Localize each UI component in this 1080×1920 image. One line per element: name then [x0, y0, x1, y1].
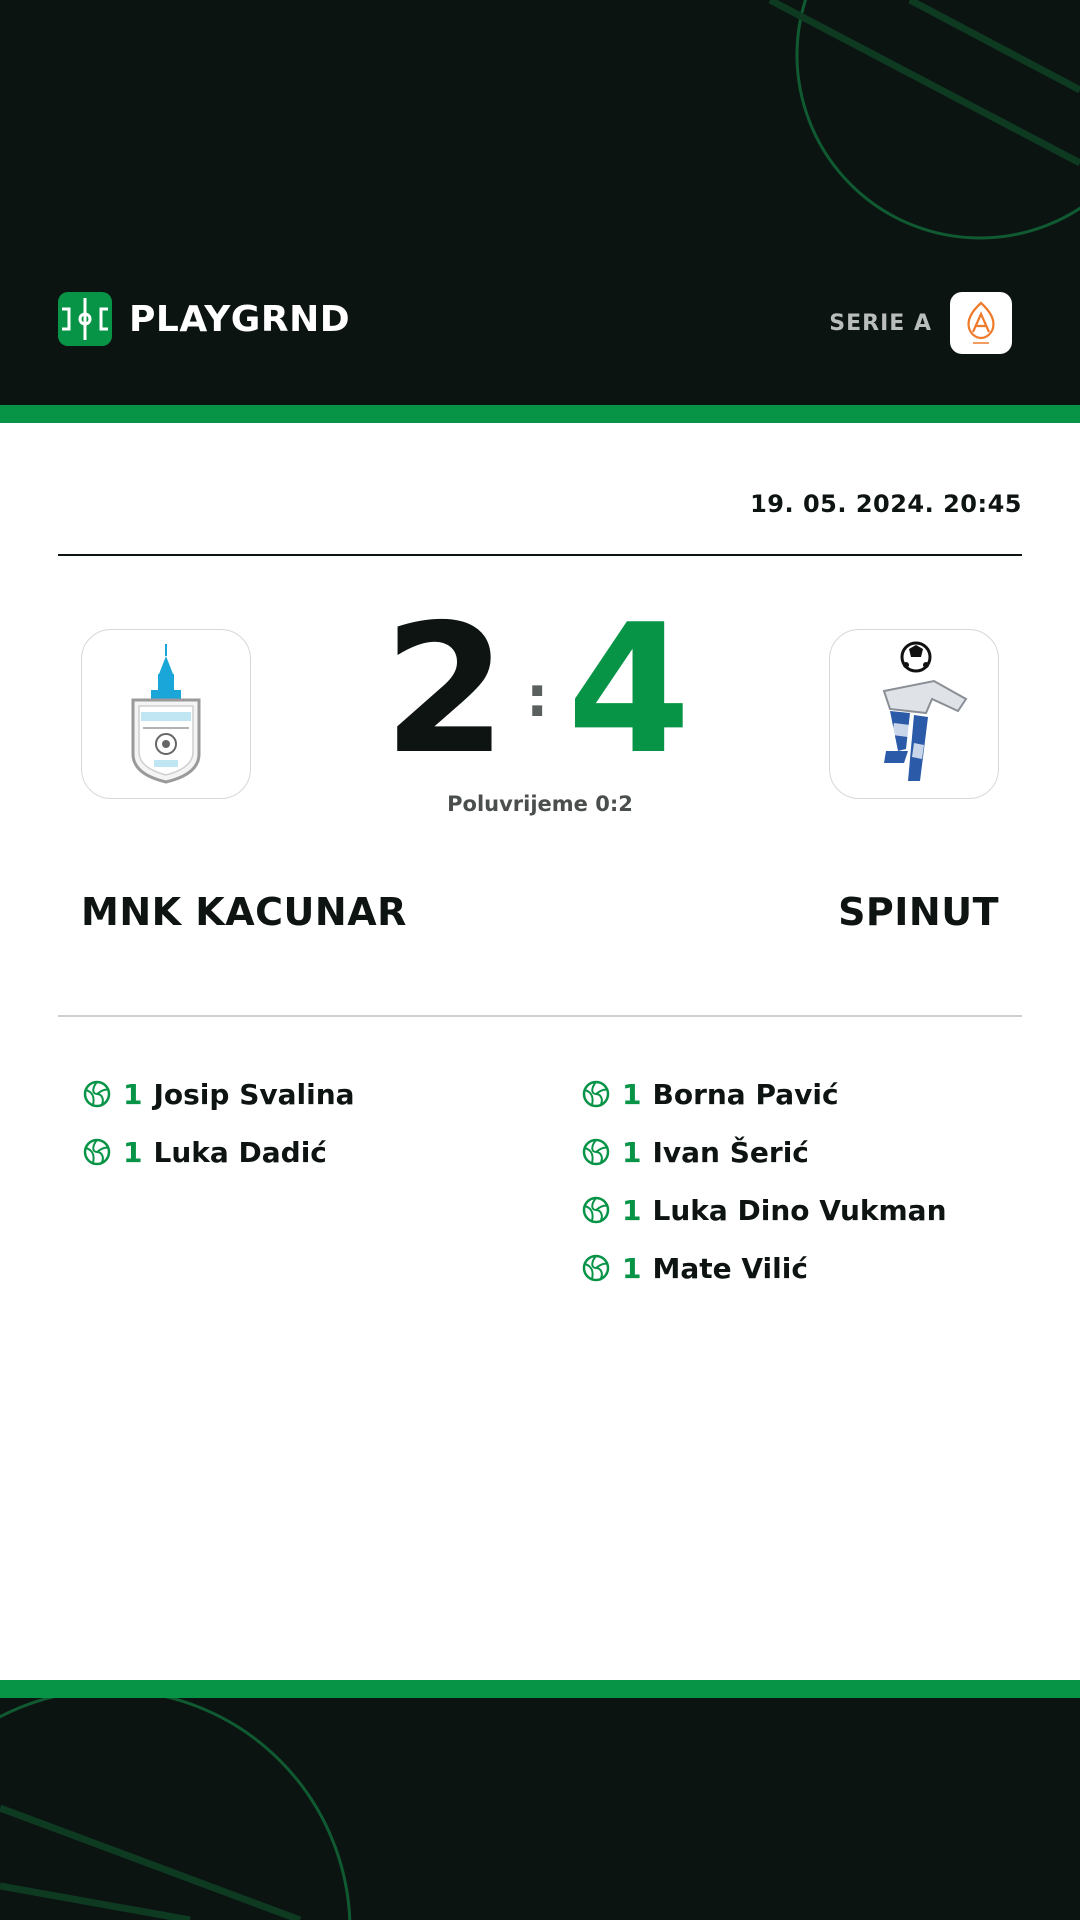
divider [58, 554, 1022, 556]
accent-bar-bottom [0, 1680, 1080, 1698]
goal-count: 1 [622, 1135, 642, 1169]
pitch-lines-decoration [0, 1698, 1080, 1920]
home-team-logo[interactable] [81, 629, 251, 799]
pitch-icon [58, 292, 112, 346]
scorer-item [582, 1123, 947, 1181]
match-datetime: 19. 05. 2024. 20:45 [750, 490, 1022, 518]
scorer-item [582, 1065, 947, 1123]
league-logo-icon [950, 292, 1012, 354]
player-name[interactable]: Ivan Šerić [652, 1135, 809, 1169]
ball-icon [83, 1138, 111, 1166]
league[interactable] [829, 292, 1012, 354]
home-scorers-list [83, 1065, 355, 1181]
goal-count: 1 [123, 1135, 143, 1169]
ball-icon [582, 1138, 610, 1166]
player-name[interactable]: Mate Vilić [652, 1251, 808, 1285]
player-name[interactable]: Luka Dino Vukman [652, 1193, 947, 1227]
scorer-item [83, 1123, 355, 1181]
home-score: 2 [383, 586, 507, 793]
ball-icon [582, 1254, 610, 1282]
away-team-name[interactable]: SPINUT [838, 890, 999, 934]
score-separator: : [526, 665, 549, 730]
accent-bar-top [0, 405, 1080, 423]
away-scorers-list [582, 1065, 947, 1297]
scorer-item [582, 1239, 947, 1297]
scoreboard [340, 586, 740, 793]
player-name[interactable]: Josip Svalina [153, 1077, 355, 1111]
footer [0, 1698, 1080, 1920]
player-name[interactable]: Borna Pavić [652, 1077, 839, 1111]
away-crest-icon [854, 639, 974, 789]
league-name: SERIE A [829, 310, 932, 336]
goal-count: 1 [123, 1077, 143, 1111]
ball-icon [582, 1080, 610, 1108]
away-team-logo[interactable] [829, 629, 999, 799]
home-team-name[interactable]: MNK KACUNAR [81, 890, 407, 934]
home-crest-icon [121, 644, 211, 784]
goal-count: 1 [622, 1251, 642, 1285]
scorer-item [582, 1181, 947, 1239]
away-score: 4 [567, 586, 691, 793]
brand-name: PLAYGRND [129, 298, 351, 340]
goal-count: 1 [622, 1077, 642, 1111]
brand[interactable] [58, 292, 350, 346]
halftime-score: Poluvrijeme 0:2 [447, 792, 633, 816]
ball-icon [83, 1080, 111, 1108]
goal-count: 1 [622, 1193, 642, 1227]
scorer-item [83, 1065, 355, 1123]
ball-icon [582, 1196, 610, 1224]
divider [58, 1015, 1022, 1017]
player-name[interactable]: Luka Dadić [153, 1135, 327, 1169]
header [0, 0, 1080, 405]
